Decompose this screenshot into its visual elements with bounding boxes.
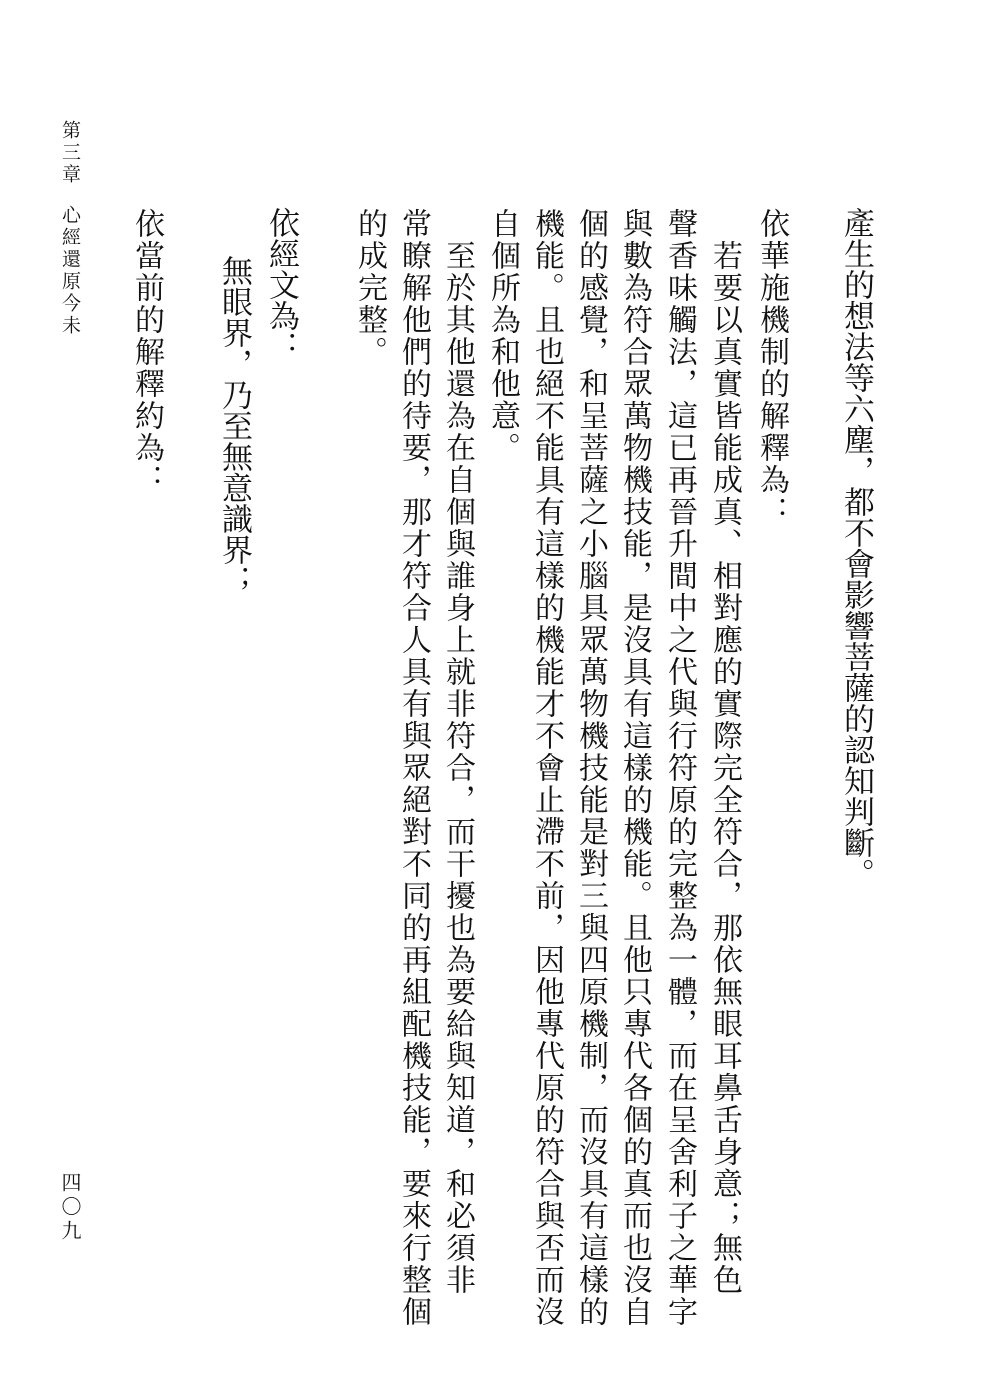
text-column-1: 產生的想法等六塵，都不會影響菩薩的認知判斷。	[838, 207, 874, 889]
text-column-13: 無眼界，乃至無意識界；	[216, 255, 252, 596]
running-header-title: 心經還原今未	[59, 205, 81, 337]
text-column-5: 與數為符合眾萬物機技能，是沒具有這樣的機能。且他只專代各個的真而也沒自	[617, 208, 652, 1328]
text-column-11: 的成完整。	[352, 208, 387, 368]
text-column-14: 依當前的解釋約為：	[129, 208, 164, 496]
text-column-4: 聲香味觸法，這已再晉升間中之代與行符原的完整為一體，而在呈舍利子之華字	[662, 208, 697, 1328]
text-column-9: 至於其他還為在自個與誰身上就非符合，而干擾也為要給與知道，和必須非	[440, 208, 475, 1296]
text-column-6: 個的感覺，和呈菩薩之小腦具眾萬物機技能是對三與四原機制，而沒具有這樣的	[573, 208, 608, 1328]
text-column-2: 依華施機制的解釋為：	[754, 208, 789, 528]
text-column-10: 常瞭解他們的待要，那才符合人具有與眾絕對不同的再組配機技能，要來行整個	[396, 208, 431, 1328]
page-number: 四〇九	[58, 1172, 82, 1244]
text-column-3: 若要以真實皆能成真、相對應的實際完全符合，那依無眼耳鼻舌身意；無色	[707, 208, 742, 1296]
text-column-7: 機能。且也絕不能具有這樣的機能才不會止滯不前，因他專代原的符合與否而沒	[529, 208, 564, 1328]
text-column-12: 依經文為：	[263, 207, 299, 362]
text-column-8: 自個所為和他意。	[485, 208, 520, 464]
running-header-chapter: 第三章	[59, 120, 81, 186]
